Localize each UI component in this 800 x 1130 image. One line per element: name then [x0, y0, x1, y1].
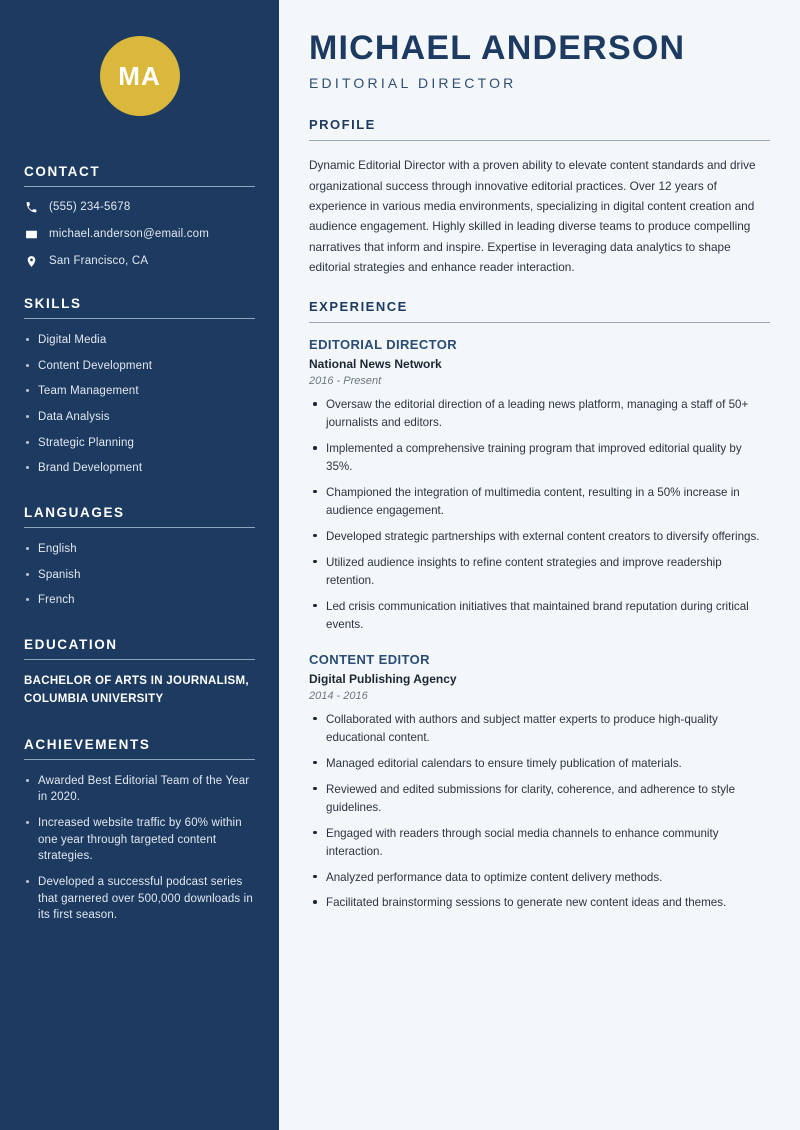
list-item: Championed the integration of multimedia content, resulting in a 50% increase in audience engagement.: [309, 484, 770, 520]
contact-item-location[interactable]: [24, 254, 255, 268]
contact-phone-value: (555) 234-5678: [49, 201, 131, 213]
contact-item-email[interactable]: [24, 227, 255, 241]
languages-section: [24, 505, 255, 609]
list-item: Developed a successful podcast series that garnered over 500,000 downloads in its first season.: [24, 874, 255, 924]
job-dates: 2014 - 2016: [309, 689, 368, 702]
location-pin-icon: [24, 254, 38, 268]
list-item: Reviewed and edited submissions for clarity, coherence, and adherence to style guidelines.: [309, 781, 770, 817]
education-degree-line1: BACHELOR OF ARTS IN JOURNALISM,: [24, 675, 249, 688]
list-item: Developed strategic partnerships with external content creators to diversify offerings.: [309, 528, 770, 546]
job-bullet-list: [309, 396, 770, 634]
list-item: Digital Media: [24, 332, 255, 349]
job-dates: 2016 - Present: [309, 375, 382, 388]
list-item: Data Analysis: [24, 409, 255, 426]
profile-section: [309, 117, 770, 277]
contact-section: [24, 164, 255, 268]
page-title: MICHAEL ANDERSON: [309, 29, 686, 67]
contact-email-value: michael.anderson@email.com: [49, 228, 210, 240]
job-company: National News Network: [309, 357, 442, 372]
skills-list: [24, 332, 255, 477]
experience-entry: [309, 652, 770, 913]
list-item: Content Development: [24, 358, 255, 375]
avatar: MA: [100, 36, 180, 116]
contact-item-phone[interactable]: [24, 200, 255, 214]
profile-heading: PROFILE: [309, 117, 376, 133]
languages-list: [24, 541, 255, 609]
list-item: Facilitated brainstorming sessions to generate new content ideas and themes.: [309, 894, 770, 912]
education-heading: EDUCATION: [24, 637, 118, 653]
experience-divider: [309, 322, 770, 323]
experience-section: [309, 299, 770, 912]
list-item: Brand Development: [24, 460, 255, 477]
list-item: French: [24, 592, 255, 609]
skills-heading: SKILLS: [24, 296, 82, 311]
languages-divider: [24, 527, 255, 528]
professional-title: EDITORIAL DIRECTOR: [309, 75, 517, 92]
education-divider: [24, 659, 255, 660]
skills-divider: [24, 318, 255, 319]
list-item: Increased website traffic by 60% within one year through targeted content strategies.: [24, 815, 255, 865]
list-item: Collaborated with authors and subject matter experts to produce high-quality educational content.: [309, 711, 770, 747]
languages-heading: LANGUAGES: [24, 505, 125, 521]
list-item: Awarded Best Editorial Team of the Year in 2020.: [24, 773, 255, 806]
job-role: CONTENT EDITOR: [309, 651, 430, 667]
list-item: Utilized audience insights to refine content strategies and improve readership retention.: [309, 554, 770, 590]
list-item: Engaged with readers through social media channels to enhance community interaction.: [309, 825, 770, 861]
achievements-section: [24, 737, 255, 924]
education-degree-line2: COLUMBIA UNIVERSITY: [24, 692, 164, 705]
profile-text: Dynamic Editorial Director with a proven ability to elevate content standards and drive organizational success through innovative editorial practices. Over 12 years of experience in various media environments, specializing in digital content creation and audience engagement. Highly skilled in leading diverse teams to produce compelling narratives that inform and inspire. Expertise in leveraging data analytics to shape editorial strategies and enhance reader interaction.: [309, 158, 756, 274]
envelope-icon: [24, 227, 38, 241]
list-item: Strategic Planning: [24, 435, 255, 452]
list-item: Team Management: [24, 383, 255, 400]
list-item: Implemented a comprehensive training program that improved editorial quality by 35%.: [309, 440, 770, 476]
list-item: Analyzed performance data to optimize content delivery methods.: [309, 869, 770, 887]
contact-divider: [24, 186, 255, 187]
main-content: [279, 0, 800, 1130]
list-item: English: [24, 541, 255, 558]
achievements-heading: ACHIEVEMENTS: [24, 736, 151, 752]
experience-heading: EXPERIENCE: [309, 299, 408, 315]
list-item: Spanish: [24, 567, 255, 584]
achievements-list: [24, 773, 255, 924]
job-bullet-list: [309, 711, 770, 913]
achievements-divider: [24, 759, 255, 760]
job-role: EDITORIAL DIRECTOR: [309, 337, 458, 353]
contact-location-value: San Francisco, CA: [49, 255, 149, 267]
job-company: Digital Publishing Agency: [309, 671, 457, 686]
phone-icon: [24, 200, 38, 214]
contact-heading: CONTACT: [24, 164, 101, 179]
list-item: Managed editorial calendars to ensure timely publication of materials.: [309, 755, 770, 773]
skills-section: [24, 296, 255, 477]
avatar-container: [24, 0, 255, 164]
experience-entry: [309, 337, 770, 634]
profile-divider: [309, 140, 770, 141]
list-item: Oversaw the editorial direction of a leading news platform, managing a staff of 50+ journalists and editors.: [309, 396, 770, 432]
list-item: Led crisis communication initiatives that maintained brand reputation during critical events.: [309, 598, 770, 634]
education-section: [24, 637, 255, 709]
sidebar: [0, 0, 279, 1130]
